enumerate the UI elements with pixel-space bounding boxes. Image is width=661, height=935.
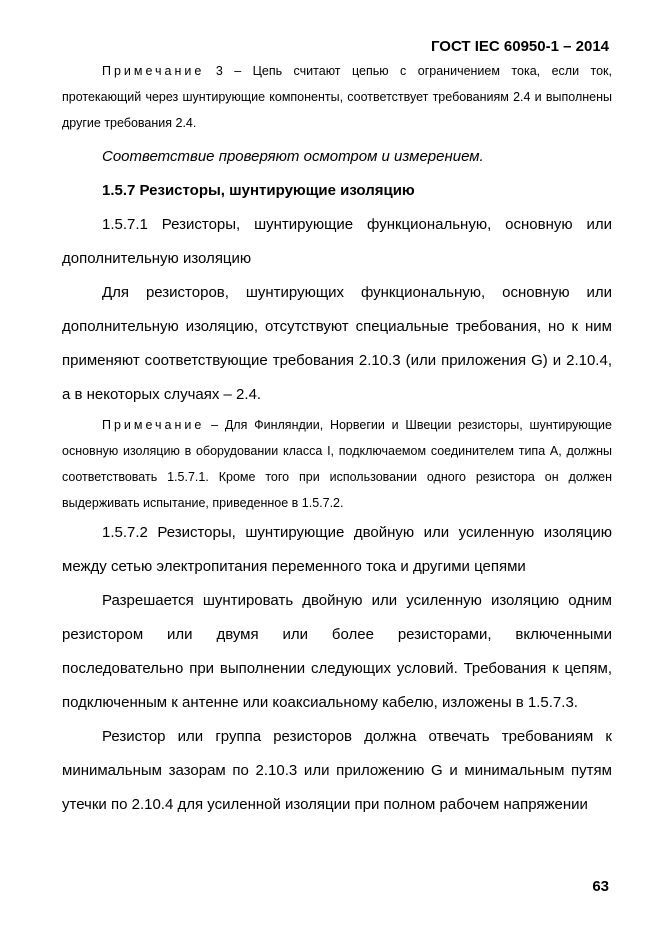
note-finland [62, 412, 612, 516]
subsection-heading-1-5-7-1: 1.5.7.1 Резисторы, шунтирующие функциональную, основную или дополнительную изоляцию [62, 216, 612, 267]
paragraph-1: Для резисторов, шунтирующих функциональную, основную или дополнительную изоляцию, отсутствуют специальные требования, но к ним применяют соответствующие требования 2.10.3 (или приложения G) и 2.10.4, а в некоторых случаях – 2.4. [62, 284, 612, 403]
section-heading-1-5-7: 1.5.7 Резисторы, шунтирующие изоляцию [102, 182, 415, 199]
paragraph-2: Разрешается шунтировать двойную или усиленную изоляцию одним резистором или двумя или более резисторами, включенными последовательно при выполнении следующих условий. Требования к цепям, подключенным к антенне или коаксиальному кабелю, изложены в 1.5.7.3. [62, 592, 612, 711]
note-label: Примечание [102, 64, 205, 78]
note-3 [62, 58, 612, 136]
note-text: – Для Финляндии, Норвегии и Швеции резисторы, шунтирующие основную изоляцию в оборудовании класса I, подключаемом соединителем типа A, должны соответствовать 1.5.7.1. Кроме того при использовании одного резистора он должен выдерживать испытание, приведенное в 1.5.7.2. [62, 418, 612, 510]
subsection-heading-1-5-7-2: 1.5.7.2 Резисторы, шунтирующие двойную или усиленную изоляцию между сетью электропитания переменного тока и другими цепями [62, 524, 612, 575]
page-content [62, 58, 612, 822]
standard-header: ГОСТ IEC 60950-1 – 2014 [430, 38, 609, 55]
paragraph-3: Резистор или группа резисторов должна отвечать требованиям к минимальным зазорам по 2.10.3 или приложению G и минимальным путям утечки по 2.10.4 для усиленной изоляции при полном рабочем напряжении [62, 728, 612, 813]
page-number: 63 [592, 878, 609, 895]
note-label: Примечание [102, 418, 205, 432]
compliance-statement: Соответствие проверяют осмотром и измерением. [102, 148, 484, 165]
note-text: 3 – Цепь считают цепью с ограничением тока, если ток, протекающий через шунтирующие компоненты, соответствует требованиям 2.4 и выполнены другие требования 2.4. [62, 64, 612, 130]
